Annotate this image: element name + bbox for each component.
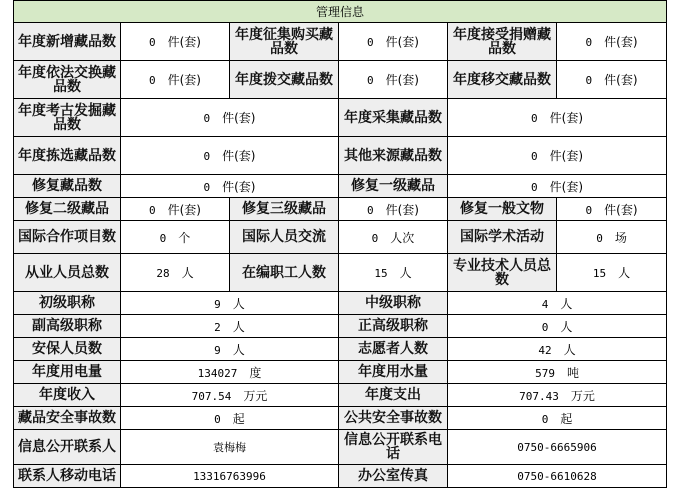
value-number: 0 [203,150,211,163]
field-label: 藏品安全事故数 [14,407,121,430]
field-value [448,384,667,407]
value-unit: 件(套) [167,35,201,49]
value-unit: 人 [563,342,576,357]
field-value [339,254,448,292]
field-label: 年度接受捐赠藏品数 [448,23,557,61]
field-value [557,198,667,221]
value-number: 28 [156,267,170,280]
value-number: 579 [535,366,555,380]
value-unit: 件(套) [167,73,201,87]
table-row [14,137,667,175]
field-label: 公共安全事故数 [339,407,448,430]
field-label: 年度依法交换藏品数 [14,61,121,99]
field-label: 年度采集藏品数 [339,99,448,137]
table-row [14,175,667,198]
field-label: 年度收入 [14,384,121,407]
value-number: 0 [149,203,156,217]
value-number: 0 [203,180,211,194]
value-number: 0 [585,36,593,49]
field-value [121,99,339,137]
field-label: 正高级职称 [339,315,448,338]
field-value [121,315,339,338]
table-row [14,221,667,254]
field-value [557,61,667,99]
field-value [121,465,339,488]
value-number: 707.43 [519,389,559,403]
value-unit: 件(套) [549,179,584,194]
field-label: 安保人员数 [14,338,121,361]
value-number: 42 [538,343,552,357]
value-unit: 个 [178,230,191,245]
value-unit: 吨 [566,365,579,380]
value-number: 0 [214,412,221,426]
table-row [14,384,667,407]
value-number: 袁梅梅 [213,441,246,454]
field-value [121,221,230,254]
field-value [557,221,667,254]
field-label: 国际学术活动 [448,221,557,254]
value-number: 0 [367,203,374,217]
field-label: 年度拣选藏品数 [14,137,121,175]
field-label: 修复一般文物 [448,198,557,221]
field-label: 修复三级藏品 [230,198,339,221]
value-unit: 件(套) [222,179,256,194]
value-unit: 人 [232,296,245,311]
value-number: 2 [214,320,221,334]
field-value [448,175,667,198]
value-number: 0 [367,74,374,87]
field-value [121,430,339,465]
value-unit: 件(套) [222,111,256,125]
field-value [448,137,667,175]
value-unit: 人次 [390,230,415,245]
value-unit: 场 [614,230,627,245]
value-unit: 件(套) [604,202,638,217]
field-value [448,407,667,430]
field-value [557,23,667,61]
field-value [121,384,339,407]
value-number: 9 [214,343,221,357]
field-value [339,221,448,254]
field-label: 年度新增藏品数 [14,23,121,61]
field-value [448,338,667,361]
field-label: 联系人移动电话 [14,465,121,488]
value-number: 0750-6610628 [517,469,597,483]
field-label: 年度考古发掘藏品数 [14,99,121,137]
value-unit: 人 [560,296,573,311]
field-label: 专业技术人员总数 [448,254,557,292]
field-label: 初级职称 [14,292,121,315]
value-unit: 起 [560,411,573,426]
field-value [121,23,230,61]
value-unit: 人 [618,266,631,280]
table-row [14,315,667,338]
value-number: 15 [592,267,607,280]
value-unit: 人 [232,319,245,334]
field-label: 志愿者人数 [339,338,448,361]
field-label: 修复一级藏品 [339,175,448,198]
value-number: 0 [203,112,211,125]
field-value [557,254,667,292]
field-value [121,361,339,384]
field-value [448,361,667,384]
field-label: 信息公开联系人 [14,430,121,465]
field-label: 修复二级藏品 [14,198,121,221]
table-row [14,465,667,488]
field-label: 在编职工人数 [230,254,339,292]
field-value [448,315,667,338]
value-number: 0750-6665906 [517,440,597,454]
field-value [448,292,667,315]
field-label: 国际人员交流 [230,221,339,254]
field-value [339,23,448,61]
field-value [121,407,339,430]
field-value [448,430,667,465]
value-unit: 万元 [570,388,595,403]
value-unit: 件(套) [385,202,419,217]
value-unit: 人 [232,342,245,357]
table-row [14,198,667,221]
table-row [14,254,667,292]
field-label: 中级职称 [339,292,448,315]
table-row [14,23,667,61]
field-value [448,99,667,137]
field-value [339,198,448,221]
value-number: 707.54 [191,389,232,403]
value-unit: 人 [181,266,194,280]
table-row [14,361,667,384]
value-unit: 万元 [243,388,268,403]
value-number: 134027 [197,366,238,380]
field-value [121,61,230,99]
field-value [121,198,230,221]
value-unit: 件(套) [549,149,584,163]
value-number: 0 [159,231,167,245]
value-unit: 度 [249,365,262,380]
management-info-table [13,0,667,488]
value-number: 0 [531,150,538,163]
field-value [121,137,339,175]
value-number: 0 [596,231,603,245]
field-label: 修复藏品数 [14,175,121,198]
table-row [14,430,667,465]
value-unit: 件(套) [604,73,638,87]
field-value [121,175,339,198]
field-label: 年度拨交藏品数 [230,61,339,99]
field-value [121,254,230,292]
value-number: 0 [541,412,549,426]
value-number: 9 [214,297,221,311]
value-number: 0 [531,112,538,125]
value-unit: 件(套) [604,35,638,49]
field-label: 国际合作项目数 [14,221,121,254]
value-number: 0 [541,320,549,334]
field-value [121,292,339,315]
field-value [448,465,667,488]
value-number: 0 [367,36,374,49]
value-number: 0 [149,74,156,87]
table-row [14,338,667,361]
table-title: 管理信息 [14,1,667,23]
table-row [14,61,667,99]
value-number: 4 [541,297,549,311]
value-unit: 人 [399,266,412,280]
field-label: 年度支出 [339,384,448,407]
field-label: 从业人员总数 [14,254,121,292]
value-unit: 件(套) [222,149,256,163]
field-label: 其他来源藏品数 [339,137,448,175]
value-number: 0 [149,36,156,49]
value-number: 0 [371,231,379,245]
field-label: 副高级职称 [14,315,121,338]
field-label: 年度移交藏品数 [448,61,557,99]
field-label: 年度征集购买藏品数 [230,23,339,61]
value-unit: 人 [560,319,573,334]
field-label: 年度用水量 [339,361,448,384]
value-number: 0 [531,180,538,194]
value-unit: 件(套) [385,73,419,87]
field-label: 信息公开联系电话 [339,430,448,465]
field-label: 年度用电量 [14,361,121,384]
value-unit: 件(套) [549,111,584,125]
field-value [339,61,448,99]
value-unit: 件(套) [385,35,419,49]
value-number: 15 [374,267,388,280]
value-unit: 件(套) [167,202,201,217]
value-number: 0 [585,203,593,217]
table-row [14,407,667,430]
field-label: 办公室传真 [339,465,448,488]
field-value [121,338,339,361]
value-number: 13316763996 [193,469,266,483]
table-row [14,292,667,315]
value-unit: 起 [232,411,245,426]
value-number: 0 [585,74,593,87]
table-row [14,99,667,137]
